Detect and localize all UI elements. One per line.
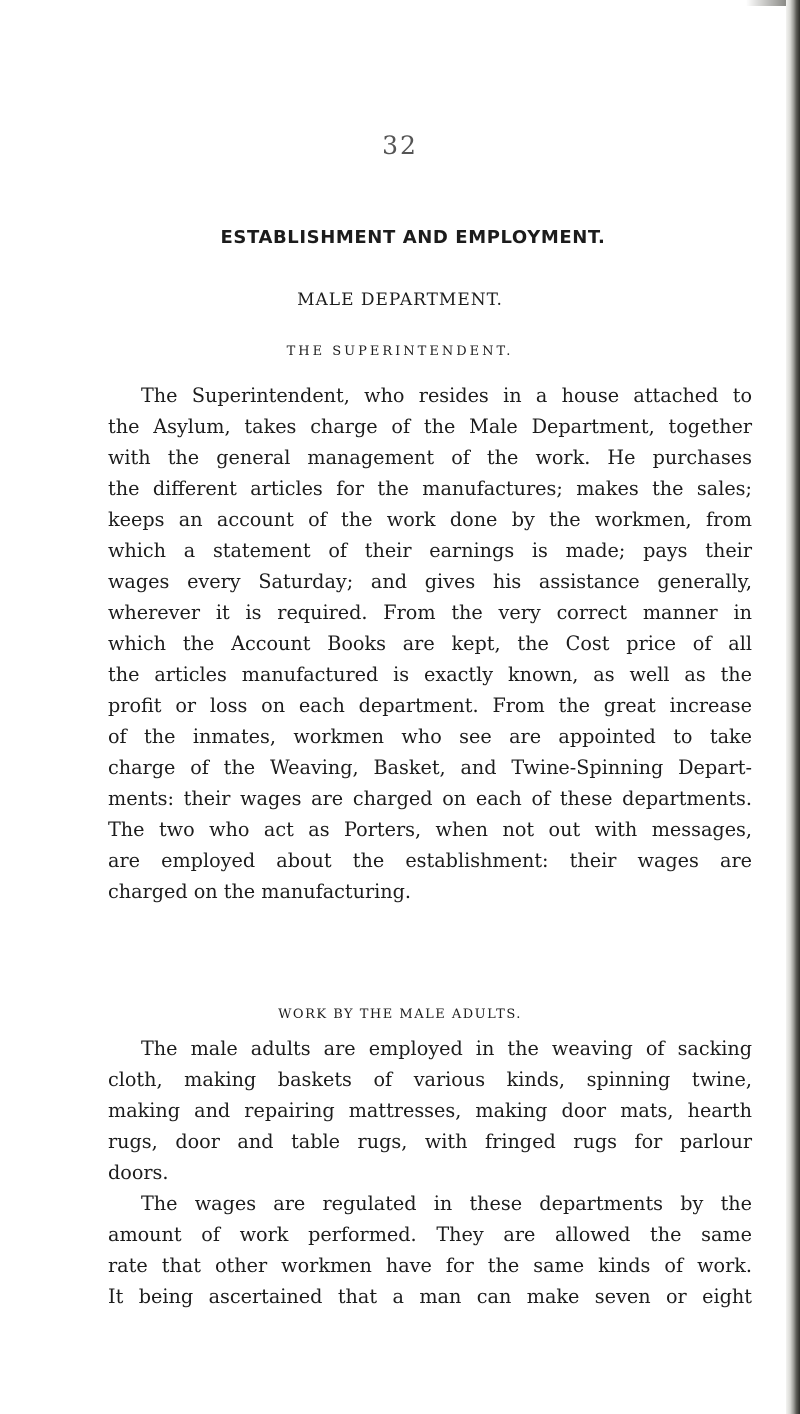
text-line: amount of work performed. They are allowed the same — [108, 1223, 752, 1246]
text-line: It being ascertained that a man can make seven or eight — [108, 1285, 752, 1308]
section-heading: ESTABLISHMENT AND EMPLOYMENT. — [220, 227, 606, 248]
text-line: keeps an account of the work done by the workmen, from — [108, 508, 752, 531]
text-line: rate that other workmen have for the same kinds of work. — [108, 1254, 752, 1277]
text-line: wherever it is required. From the very correct manner in — [108, 601, 752, 624]
text-line: charge of the Weaving, Basket, and Twine-Spinning Depart- — [108, 756, 752, 779]
text-line: profit or loss on each department. From the great increase — [108, 694, 752, 717]
text-line: The wages are regulated in these departments by the — [141, 1192, 752, 1215]
text-line: The Superintendent, who resides in a house attached to — [141, 384, 752, 407]
text-line: which a statement of their earnings is made; pays their — [108, 539, 752, 562]
page-edge-top — [746, 0, 786, 6]
text-line: ments: their wages are charged on each of these departments. — [108, 787, 752, 810]
subsection-heading: MALE DEPARTMENT. — [297, 290, 503, 310]
text-line: the articles manufactured is exactly known, as well as the — [108, 663, 752, 686]
text-line: which the Account Books are kept, the Cost price of all — [108, 632, 752, 655]
text-line: the different articles for the manufactures; makes the sales; — [108, 477, 752, 500]
text-line: making and repairing mattresses, making door mats, hearth — [108, 1099, 752, 1122]
text-line: are employed about the establishment: their wages are — [108, 849, 752, 872]
text-line: charged on the manufacturing. — [108, 880, 412, 903]
text-line: The male adults are employed in the weaving of sacking — [141, 1037, 752, 1060]
page-number: 32 — [382, 131, 418, 160]
text-line: doors. — [108, 1161, 169, 1184]
text-line: wages every Saturday; and gives his assistance generally, — [108, 570, 752, 593]
text-line: The two who act as Porters, when not out with messages, — [108, 818, 752, 841]
work-heading: WORK BY THE MALE ADULTS. — [278, 1007, 522, 1022]
text-line: of the inmates, workmen who see are appointed to take — [108, 725, 752, 748]
text-line: rugs, door and table rugs, with fringed rugs for parlour — [108, 1130, 752, 1153]
superintendent-heading: THE SUPERINTENDENT. — [286, 344, 514, 359]
text-line: with the general management of the work. He purchases — [108, 446, 752, 469]
page-edge — [786, 0, 800, 1414]
text-line: cloth, making baskets of various kinds, spinning twine, — [108, 1068, 752, 1091]
text-line: the Asylum, takes charge of the Male Department, together — [108, 415, 752, 438]
